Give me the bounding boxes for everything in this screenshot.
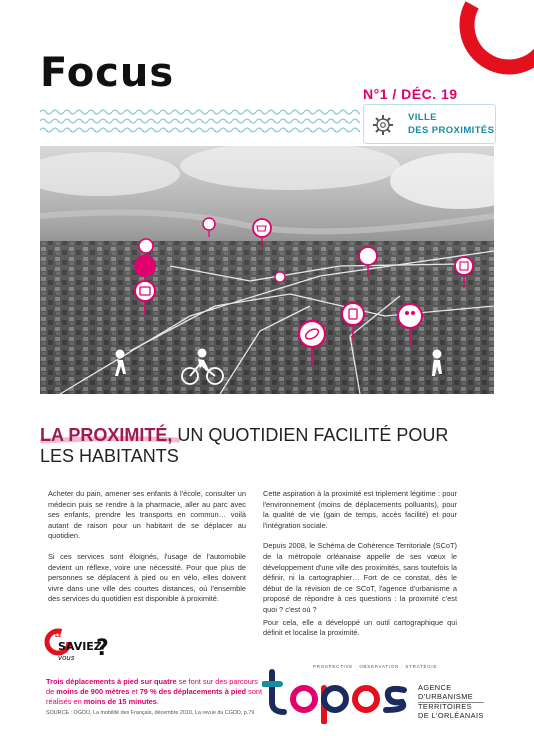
- stat-part: se font sur des parcours de: [46, 677, 258, 696]
- decorative-red-arc: [454, 0, 534, 80]
- logo-tagline: PROSPECTIVE · OBSERVATION · STRATÉGIE: [313, 664, 438, 669]
- article-headline: [40, 425, 480, 467]
- agency-line: TERRITOIRES: [418, 702, 484, 712]
- gear-icon: [372, 114, 394, 136]
- saviez-line-1: SAVIEZ: [58, 640, 102, 653]
- agency-line: D'URBANISME: [418, 691, 474, 701]
- topos-logo: [262, 662, 412, 724]
- saviez-prefix: LE: [55, 633, 62, 639]
- paragraph: Acheter du pain, amener ses enfants à l'école, consulter un médecin puis se rendre à la pharmacie, aller au parc avec ses enfants, prendre les transports en commun… voilà autant de raison pour un habitant de se déplacer au quotidien.: [48, 489, 246, 541]
- paragraph: Depuis 2008, le Schéma de Cohérence Territoriale (SCoT) de la métropole orléanaise appelle de ses vœux le développement d'une ville des proximités, sans toutefois la définir, ni la cartographier… Fort de ce constat, dès le début de la révision de ce SCoT, l'agence d'urbanisme a proposé de répondre à ces questions : la proximité c'est quoi ? c'est où ?: [263, 541, 457, 614]
- publication-title: Focus: [40, 50, 175, 96]
- agency-line: DE L'ORLÉANAIS: [418, 710, 484, 720]
- headline-rest: UN QUOTIDIEN FACILITÉ POUR LES HABITANTS: [40, 425, 449, 466]
- stat-part: .: [156, 697, 159, 706]
- stat-part: Trois déplacements à pied sur quatre: [46, 677, 177, 686]
- theme-badge: [363, 104, 496, 144]
- statistic-callout: [46, 677, 266, 707]
- stat-part: moins de 15 minutes: [83, 697, 157, 706]
- agency-name: [418, 684, 484, 720]
- wave-pattern: [40, 107, 360, 135]
- theme-line-2: DES PROXIMITÉS: [408, 125, 495, 136]
- saviez-question-mark: ?: [96, 636, 109, 661]
- stat-part: sont réalisés en: [46, 687, 263, 706]
- paragraph: Cette aspiration à la proximité est triplement légitime : pour l'environnement (moins de déplacements polluants), pour la qualité de vie (gain de temps, accès facilité) et pour l'intégration sociale.: [263, 489, 457, 530]
- body-column-right: [263, 489, 457, 649]
- saviez-line-2: vous: [58, 654, 75, 662]
- stat-part: moins de 900 mètres: [56, 687, 130, 696]
- theme-line-1: VILLE: [408, 112, 437, 123]
- agency-line: AGENCE: [418, 683, 452, 692]
- source-note: SOURCE : OGDO, La mobilité des Français, décembre 2010, La revue du CGDD, p.79: [46, 710, 255, 716]
- stat-part: 79 % des déplacements à pied: [139, 687, 247, 696]
- body-column-left: [48, 489, 246, 615]
- paragraph: Pour cela, elle a développé un outil cartographique qui définit et localise la proximité.: [263, 617, 457, 638]
- hero-city-image: [40, 146, 494, 394]
- issue-number: N°1 / DÉC. 19: [363, 86, 458, 102]
- headline-bold: LA PROXIMITÉ,: [40, 425, 173, 445]
- paragraph: Si ces services sont éloignés, l'usage de l'automobile devient un réflexe, voire une nécessité. Pour que plus de personnes se déplacent à pied ou en vélo, elles doivent vivre dans une ville des courtes distances, où l'ensemble des services du quotidien est disponible à proximité.: [48, 551, 246, 604]
- stat-part: et: [129, 687, 140, 696]
